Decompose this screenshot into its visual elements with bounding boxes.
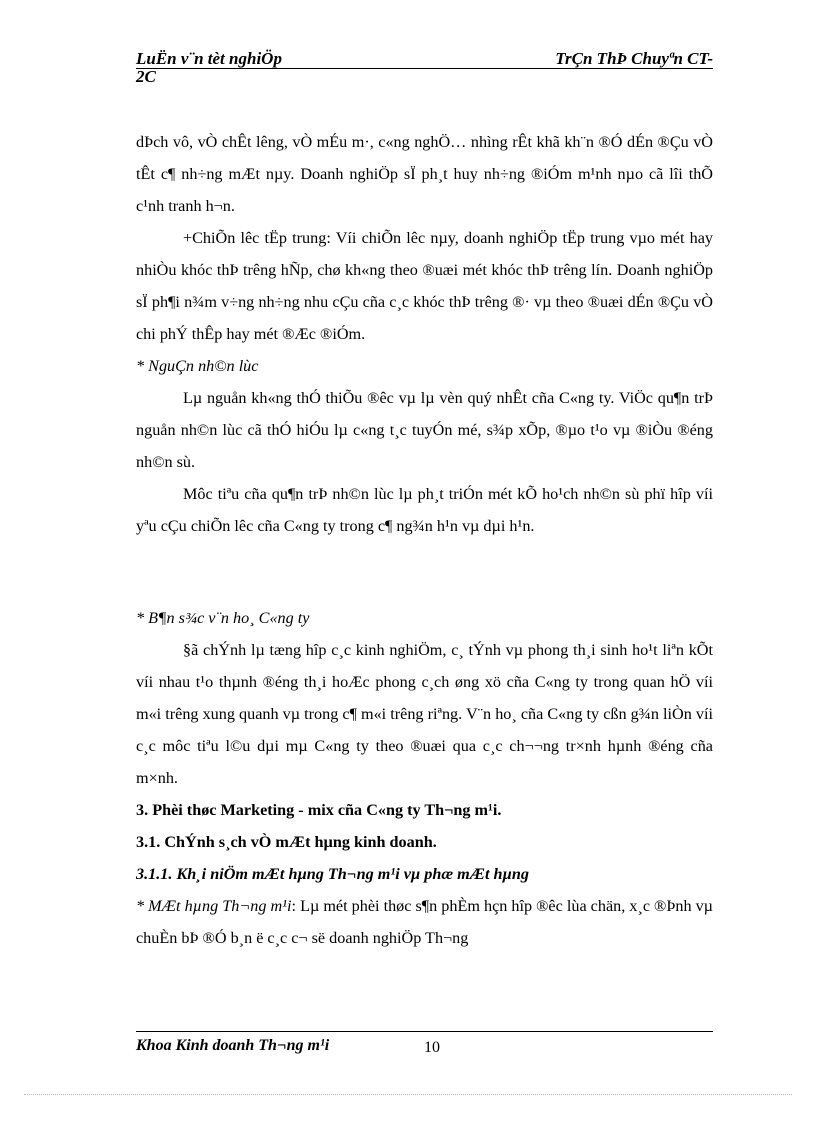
paragraph-1: dÞch vô, vÒ chÊt lêng, vÒ mÉu m·, c«ng nghÖ… nhìng rÊt khã kh¨n ®Ó dÉn ®Çu vÒ tÊt c¶ nh÷ng mÆt nµy. Doanh nghiÖp sÏ ph¸t huy nh÷ng ®iÓm m¹nh nµo cã lîi thÕ c¹nh tranh h¬n.	[136, 133, 713, 215]
heading-company-culture: * B¶n s¾c v¨n ho¸ C«ng ty	[136, 609, 310, 627]
paragraph-company-culture: §ã chÝnh lµ tæng hîp c¸c kinh nghiÖm, c¸ tÝnh vµ phong th¸i sinh ho¹t liªn kÕt víi nhau t¹o thµnh ®éng th¸i hoÆc phong c¸ch øng xö cña C«ng ty trong quan hÖ víi m«i trêng xung quanh vµ trong c¶ m«i trêng riªng. V¨n ho¸ cña C«ng ty cßn g¾n liÒn víi c¸c môc tiªu l©u dµi mµ C«ng ty theo ®uæi qua c¸c ch¬¬ng tr×nh hµnh ®éng cña m×nh.	[136, 641, 713, 787]
header-rule	[136, 68, 713, 69]
heading-human-resources: * NguÇn nh©n lùc	[136, 357, 259, 375]
body-text	[136, 126, 713, 954]
footer-rule	[136, 1031, 713, 1032]
paragraph-human-resources-2: Môc tiªu cña qu¶n trÞ nh©n lùc lµ ph¸t triÓn mét kÕ ho¹ch nh©n sù phï hîp víi yªu cÇu chiÕn lêc cña C«ng ty trong c¶ ng¾n h¹n vµ dµi h¹n.	[136, 485, 713, 535]
section-heading-3-1-1: 3.1.1. Kh¸i niÖm mÆt hµng Th¬ng m¹i vµ phæ mÆt hµng	[136, 865, 529, 883]
section-heading-3-1: 3.1. ChÝnh s¸ch vÒ mÆt hµng kinh doanh.	[136, 833, 437, 851]
paragraph-focus-strategy: +ChiÕn lêc tËp trung: Víi chiÕn lêc nµy, doanh nghiÖp tËp trung vµo mét hay nhiÒu khóc thÞ trêng hÑp, chø kh«ng theo ®uæi mét khóc thÞ trêng lín. Doanh nghiÖp sÏ ph¶i n¾m v÷ng nh÷ng nhu cÇu cña c¸c khóc thÞ trêng ®· vµ theo ®uæi dÉn ®Çu vÒ chi phÝ thÊp hay mét ®Æc ®iÓm.	[136, 229, 713, 343]
paragraph-product-definition	[136, 890, 713, 954]
page-number: 10	[424, 1039, 440, 1056]
section-heading-3: 3. Phèi thøc Marketing - mix cña C«ng ty Th¬ng m¹i.	[136, 801, 502, 819]
page-break-line	[24, 1094, 792, 1095]
header-class-code: 2C	[136, 67, 156, 86]
header-thesis-title: LuËn v¨n tèt nghiÖp	[136, 49, 282, 68]
header-author: TrÇn ThÞ Chuyªn CT-	[555, 49, 713, 68]
footer-faculty: Khoa Kinh doanh Th¬ng m¹i	[136, 1037, 330, 1054]
blank-space	[136, 542, 713, 602]
term-label: * MÆt hµng Th¬ng m¹i	[136, 897, 292, 915]
term-definition: : Lµ mét phèi thøc s¶n phÈm hçn hîp ®êc lùa chän, x¸c ®Þnh vµ chuÈn bÞ ®Ó b¸n ë c¸c c¬ së doanh nghiÖp Th¬ng	[136, 897, 714, 947]
paragraph-human-resources-1: Lµ nguån kh«ng thÓ thiÕu ®êc vµ lµ vèn quý nhÊt cña C«ng ty. ViÖc qu¶n trÞ nguån nh©n lùc cã thÓ hiÓu lµ c«ng t¸c tuyÓn mé, s¾p xÕp, ®µo t¹o vµ ®iÒu ®éng nh©n sù.	[136, 389, 713, 471]
